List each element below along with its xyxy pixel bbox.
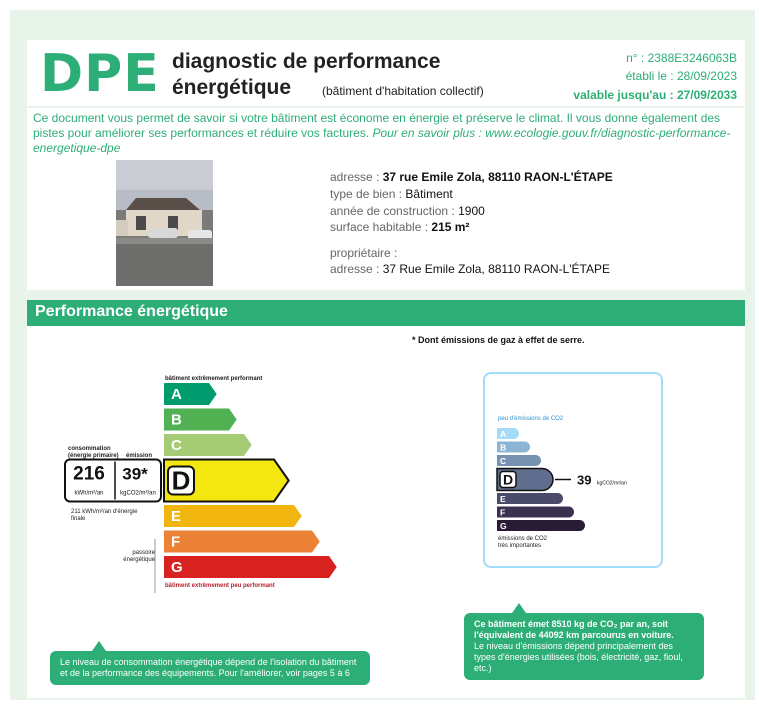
surface-line: surface habitable : 215 m² bbox=[330, 220, 470, 234]
co2-info-bold: Ce bâtiment émet 8510 kg de CO₂ par an, soit l'équivalent de 44092 km parcourus en voiture. bbox=[474, 619, 674, 640]
co2-class-label-c: C bbox=[500, 456, 507, 466]
surface-value: 215 m² bbox=[431, 220, 470, 234]
valid-until-date: valable jusqu'au : 27/09/2033 bbox=[573, 88, 737, 102]
energy-class-label-a: A bbox=[171, 386, 182, 403]
co2-info-bubble bbox=[464, 613, 704, 680]
emission-value: 39* bbox=[122, 464, 148, 484]
co2-bottom-label-1: émissions de CO2 bbox=[498, 536, 548, 542]
energy-class-label-d: D bbox=[171, 465, 191, 496]
co2-class-e bbox=[497, 493, 563, 504]
consumption-unit: kWh/m²/an bbox=[74, 490, 104, 497]
co2-bottom-label-2: très importantes bbox=[498, 543, 542, 549]
owner-label: propriétaire : bbox=[330, 246, 398, 260]
energy-class-f bbox=[164, 531, 320, 553]
address-line: adresse : 37 rue Emile Zola, 88110 RAON-L'ÉTAPE bbox=[330, 170, 613, 184]
co2-top-label: peu d'émissions de CO2 bbox=[498, 416, 564, 422]
co2-class-f bbox=[497, 507, 574, 518]
co2-unit: kgCO2/m²/an bbox=[597, 480, 627, 487]
doc-title-line1: diagnostic de performance bbox=[172, 50, 441, 73]
address-value: 37 rue Emile Zola, 88110 RAON-L'ÉTAPE bbox=[382, 170, 613, 184]
owner-address-value: 37 Rue Emile Zola, 88110 RAON-L'ÉTAPE bbox=[382, 262, 610, 276]
energy-class-label-e: E bbox=[171, 508, 182, 525]
consumption-value: 216 bbox=[73, 463, 105, 485]
building-photo bbox=[116, 160, 213, 286]
co2-class-label-a: A bbox=[500, 429, 507, 439]
energy-class-label-b: B bbox=[171, 411, 182, 429]
co2-class-label-f: F bbox=[500, 507, 506, 518]
co2-value: 39 bbox=[577, 472, 592, 488]
consumption-label: consommation (énergie primaire) bbox=[68, 446, 119, 459]
energy-info-bubble bbox=[50, 651, 370, 685]
performance-section bbox=[27, 326, 745, 698]
established-date: établi le : 28/09/2023 bbox=[625, 69, 737, 83]
energy-class-label-c: C bbox=[171, 437, 182, 454]
type-value: Bâtiment bbox=[405, 187, 453, 201]
year-value: 1900 bbox=[458, 204, 485, 218]
energy-info-text: Le niveau de consommation énergétique dépend de l'isolation du bâtiment et de la performance des équipements. Pour l'améliorer, voir pages 5 à 6 bbox=[60, 657, 357, 678]
doc-subtitle: (bâtiment d'habitation collectif) bbox=[322, 84, 484, 98]
dpe-header bbox=[27, 40, 745, 106]
intro-text bbox=[27, 108, 745, 156]
doc-title-line2: énergétique bbox=[172, 76, 292, 99]
dpe-logo: DPE bbox=[40, 44, 160, 104]
passoire-label: passoire énergétique bbox=[123, 550, 155, 563]
dpe-number: n° : 2388E3246063B bbox=[626, 51, 737, 65]
energy-class-e bbox=[164, 505, 302, 527]
year-line: année de construction : 1900 bbox=[330, 204, 485, 218]
co2-class-label-g: G bbox=[500, 521, 507, 531]
energy-class-label-g: G bbox=[171, 559, 183, 576]
energy-class-g bbox=[164, 556, 337, 578]
co2-class-g bbox=[497, 520, 585, 531]
info-link[interactable]: Pour en savoir plus : www.ecologie.gouv.fr/diagnostic-performance-energetique-dpe bbox=[33, 126, 731, 155]
intro-body: Ce document vous permet de savoir si votre bâtiment est économe en énergie et préserve le climat. Il vous donne également des pistes pour améliorer ses performances et réduire vos factures. bbox=[33, 111, 721, 140]
co2-class-label-b: B bbox=[500, 442, 507, 453]
energy-top-label: bâtiment extrêmement performant bbox=[165, 376, 263, 382]
property-card bbox=[27, 156, 745, 290]
final-energy: 211 kWh/m²/an d'énergie finale bbox=[71, 509, 138, 522]
co2-class-label-e: E bbox=[500, 494, 506, 504]
co2-info-text: Le niveau d'émissions dépend principalement des types d'énergies utilisées (bois, électricité, gaz, fioul, etc.) bbox=[474, 641, 683, 673]
energy-class-label-f: F bbox=[171, 533, 181, 551]
ghg-note: * Dont émissions de gaz à effet de serre. bbox=[412, 335, 585, 345]
type-line: type de bien : Bâtiment bbox=[330, 187, 453, 201]
owner-address-line: adresse : 37 Rue Emile Zola, 88110 RAON-L'ÉTAPE bbox=[330, 262, 610, 276]
energy-bottom-label: bâtiment extrêmement peu performant bbox=[165, 583, 275, 589]
emission-unit: kgCO2/m²/an bbox=[120, 490, 156, 497]
co2-class-label-d: D bbox=[502, 471, 514, 488]
emission-label: émission bbox=[126, 453, 153, 459]
section-title: Performance énergétique bbox=[27, 300, 745, 326]
